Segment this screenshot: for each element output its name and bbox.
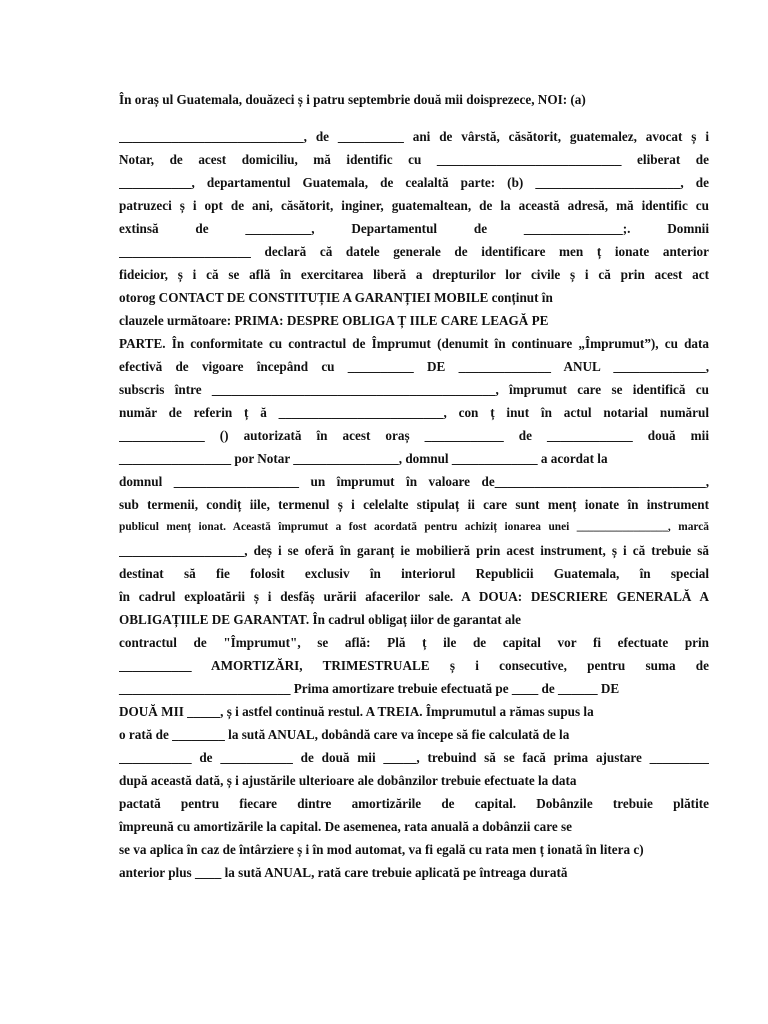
text-line: fideicior, ș i că se află în exercitarea liberă a drepturilor lor civile ș i că prin acest act (119, 267, 709, 282)
text-line: _________________ por Notar ________________, domnul _____________ a acordat la (119, 451, 608, 466)
text-line: ___________ de ___________ de două mii _____, trebuind să se facă prima ajustare _________ (119, 750, 709, 765)
text-line: _____________ () autorizată în acest oraș ____________ de _____________ două mii (119, 428, 709, 443)
text-line: număr de referin ț ă _________________________, con ț inut în actul notarial numărul (119, 405, 709, 420)
contract-text (119, 88, 709, 884)
text-line-opening: În oraș ul Guatemala, douăzeci ș i patru septembrie două mii doisprezece, NOI: (a) (119, 92, 586, 107)
text-line: otorog CONTACT DE CONSTITUȚIE A GARANȚIEI MOBILE conținut în (119, 290, 553, 305)
text-line: împreună cu amortizările la capital. De asemenea, rata anuală a dobânzii care se (119, 819, 572, 834)
text-line: ____________________________, de __________ ani de vârstă, căsătorit, guatemalez, avocat ș i (119, 129, 709, 144)
text-line: o rată de ________ la sută ANUAL, dobândă care va începe să fie calculată de la (119, 727, 570, 742)
text-line: subscris între ___________________________________________, împrumut care se identifică cu (119, 382, 709, 397)
text-line: PARTE. În conformitate cu contractul de Împrumut (denumit în continuare „Împrumut”), cu data (119, 336, 709, 351)
text-line: sub termenii, condiț iile, termenul ș i celelalte stipulaț ii care sunt menț ionate în instrument (119, 497, 709, 512)
text-line: ___________________, deș i se oferă în garanț ie mobilieră prin acest instrument, ș i că trebuie să (119, 543, 709, 558)
text-line: efectivă de vigoare începând cu __________ DE ______________ ANUL ______________, (119, 359, 709, 374)
text-line: extinsă de __________, Departamentul de _______________;. Domnii (119, 221, 709, 236)
text-line: anterior plus ____ la sută ANUAL, rată care trebuie aplicată pe întreaga durată (119, 865, 568, 880)
text-line: destinat să fie folosit exclusiv în interiorul Republicii Guatemala, în special (119, 566, 709, 581)
text-line: se va aplica în caz de întârziere ș i în mod automat, va fi egală cu rata men ț ionată în litera c) (119, 842, 644, 857)
text-line: pactată pentru fiecare dintre amortizările de capital. Dobânzile trebuie plătite (119, 796, 709, 811)
text-line: ___________, departamentul Guatemala, de cealaltă parte: (b) ______________________, de (119, 175, 709, 190)
text-line: publicul menț ionat. Această împrumut a fost acordată pentru achiziț ionarea unei ________________, marcă (119, 521, 709, 533)
text-line: clauzele următoare: PRIMA: DESPRE OBLIGA Ț IILE CARE LEAGĂ PE (119, 313, 549, 328)
text-line: patruzeci ș i opt de ani, căsătorit, inginer, guatemaltean, de la această adresă, mă identific cu (119, 198, 709, 213)
text-line: OBLIGAȚIILE DE GARANTAT. În cadrul obligaț iilor de garantat ale (119, 612, 522, 627)
text-line: Notar, de acest domiciliu, mă identific cu ____________________________ eliberat de (119, 152, 709, 167)
text-line: după această dată, ș i ajustările ulterioare ale dobânzilor trebuie efectuate la data (119, 773, 577, 788)
text-line: DOUĂ MII _____, ș i astfel continuă restul. A TREIA. Împrumutul a rămas supus la (119, 704, 594, 719)
text-line: în cadrul exploatării ș i desfăș urării afacerilor sale. A DOUA: DESCRIERE GENERALĂ A (119, 589, 709, 604)
text-line: domnul ___________________ un împrumut în valoare de________________________________, (119, 474, 709, 489)
text-line: __________________________ Prima amortizare trebuie efectuată pe ____ de ______ DE (119, 681, 620, 696)
text-line: ___________ AMORTIZĂRI, TRIMESTRUALE ș i consecutive, pentru suma de (119, 658, 709, 673)
text-line: contractul de "Împrumut", se află: Plă ț ile de capital vor fi efectuate prin (119, 635, 709, 650)
text-line: ____________________ declară că datele generale de identificare men ț ionate anterior (119, 244, 709, 259)
